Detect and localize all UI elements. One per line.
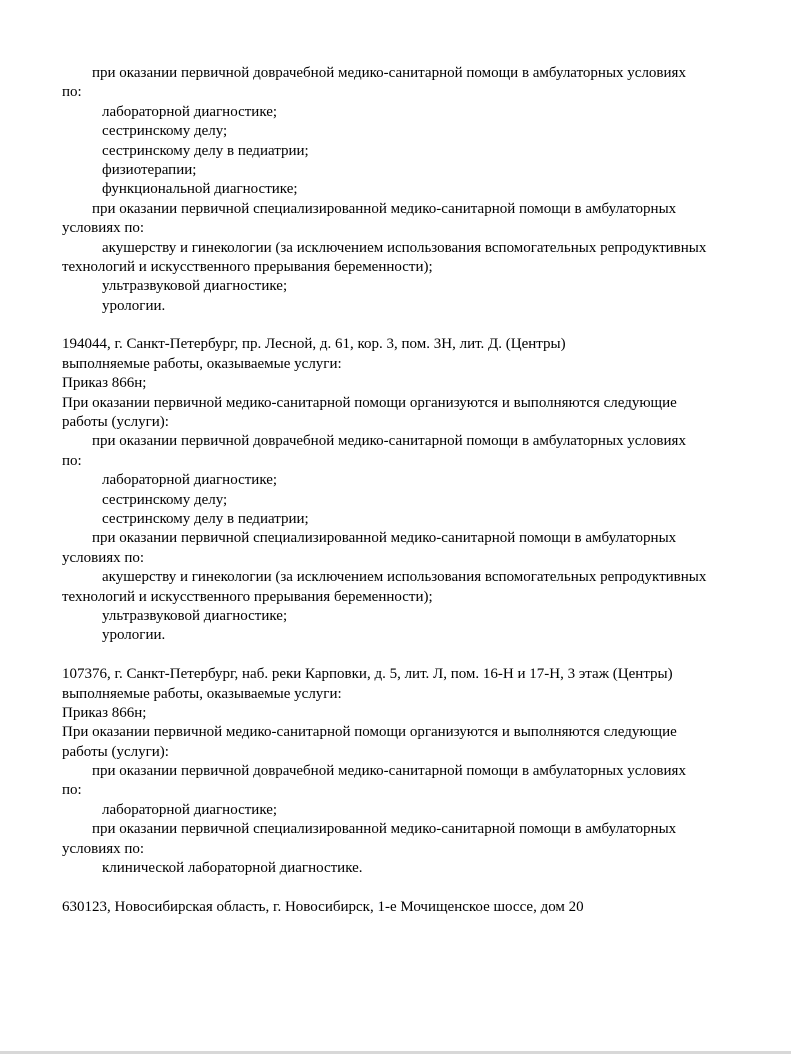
text-line: функциональной диагностике; [102, 181, 298, 198]
text-line: Приказ 866н; [62, 375, 147, 392]
text-line: условиях по: [62, 220, 145, 237]
text-line: 194044, г. Санкт-Петербург, пр. Лесной, д. 61, кор. 3, пом. 3Н, лит. Д. (Центры) [62, 336, 566, 353]
text-line: технологий и искусственного прерывания беременности); [62, 588, 433, 605]
text-line: при оказании первичной специализированной медико-санитарной помощи в амбулаторных [92, 530, 677, 547]
text-line: при оказании первичной специализированной медико-санитарной помощи в амбулаторных [92, 200, 677, 217]
text-line: При оказании первичной медико-санитарной помощи организуются и выполняются следующие [62, 724, 677, 741]
text-line: ультразвуковой диагностике; [102, 607, 288, 624]
text-line: при оказании первичной доврачебной медико-санитарной помощи в амбулаторных условиях [92, 65, 686, 81]
text-line: по: [62, 782, 82, 799]
text-line: при оказании первичной специализированной медико-санитарной помощи в амбулаторных [92, 821, 677, 838]
text-line: клинической лабораторной диагностике. [102, 860, 363, 877]
text-line: выполняемые работы, оказываемые услуги: [62, 355, 342, 372]
blank-line [62, 646, 761, 665]
text-line: 107376, г. Санкт-Петербург, наб. реки Карповки, д. 5, лит. Л, пом. 16-Н и 17-Н, 3 этаж (Центры) [62, 666, 673, 683]
license-text-block [62, 64, 761, 917]
text-line: сестринскому делу в педиатрии; [102, 142, 309, 159]
text-line: урологии. [102, 627, 166, 644]
text-line: по: [62, 452, 82, 469]
text-line: сестринскому делу в педиатрии; [102, 510, 309, 527]
text-line: при оказании первичной доврачебной медико-санитарной помощи в амбулаторных условиях [92, 433, 686, 450]
text-line: физиотерапии; [102, 161, 197, 178]
text-line: технологий и искусственного прерывания беременности); [62, 258, 433, 275]
text-line: ультразвуковой диагностике; [102, 278, 288, 295]
text-line: лабораторной диагностике; [102, 801, 278, 818]
text-line: урологии. [102, 297, 166, 314]
text-line: Приказ 866н; [62, 704, 147, 721]
text-line: лабораторной диагностике; [102, 103, 278, 120]
text-line: работы (услуги): [62, 743, 169, 760]
blank-line [62, 316, 761, 335]
text-line: акушерству и гинекологии (за исключением использования вспомогательных репродуктивных [102, 239, 707, 256]
text-line: работы (услуги): [62, 414, 169, 431]
text-line: сестринскому делу; [102, 491, 228, 508]
text-line: сестринскому делу; [102, 123, 228, 140]
bottom-divider [0, 1051, 791, 1054]
text-line: лабораторной диагностике; [102, 472, 278, 489]
text-line: условиях по: [62, 549, 145, 566]
text-line: по: [62, 84, 82, 101]
text-line: выполняемые работы, оказываемые услуги: [62, 685, 342, 702]
text-line: условиях по: [62, 840, 145, 857]
text-line: 630123, Новосибирская область, г. Новосибирск, 1-е Мочищенское шоссе, дом 20 [62, 898, 584, 915]
text-line: при оказании первичной доврачебной медико-санитарной помощи в амбулаторных условиях [92, 763, 686, 780]
blank-line [62, 878, 761, 897]
text-line: акушерству и гинекологии (за исключением использования вспомогательных репродуктивных [102, 569, 707, 586]
text-line: При оказании первичной медико-санитарной помощи организуются и выполняются следующие [62, 394, 677, 411]
